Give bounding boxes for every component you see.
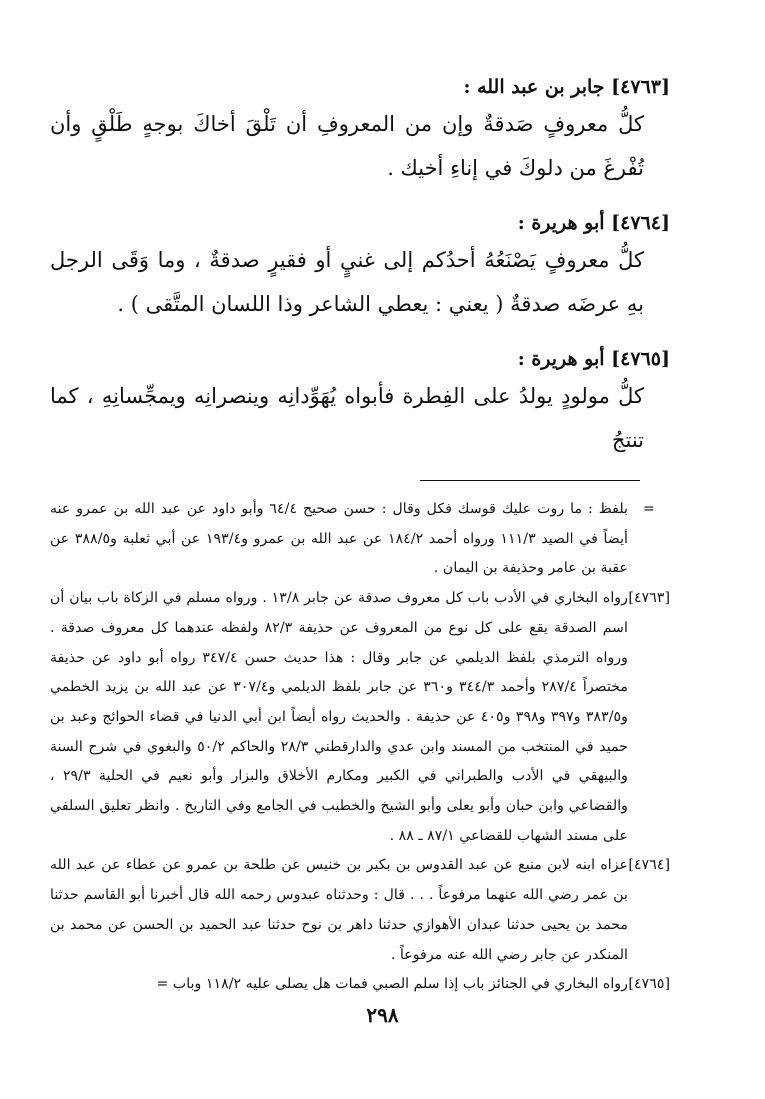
footnote-marker: [٤٧٦٤]: [628, 857, 670, 874]
page-number: ٢٩٨: [366, 1003, 399, 1027]
footnote-text: رواه البخاري في الجنائز باب إذا سلم الصبي فمات هل يصلى عليه ١١٨/٢ وباب =: [156, 976, 628, 993]
entry-heading: [٤٧٦٥] أبو هريرة :: [517, 348, 670, 370]
book-page: [50, 72, 670, 1000]
footnote-4764: [50, 851, 670, 970]
entry-heading: [٤٧٦٤] أبو هريرة :: [517, 212, 670, 234]
footnote-marker: [٤٧٦٣]: [628, 590, 670, 607]
footnote-marker: [٤٧٦٥]: [628, 976, 670, 993]
footnote-4763: [50, 584, 670, 851]
footnote-continuation: [50, 495, 670, 584]
hadith-text: كلُّ مولودٍ يولدُ على الفِطرة فأبواه يُهَوِّدانِه وينصرانِه ويمجِّسانِهِ ، كما تنتجُ: [50, 384, 644, 452]
footnotes-section: [50, 495, 670, 1000]
hadith-text: كلُّ معروفٍ يَصْنَعُهُ أحدُكم إلى غنيٍ أو فقيرٍ صدقةٌ ، وما وَقَى الرجل بهِ عرضَه صدقةٌ ( يعني : يعطي الشاعر وذا اللسان المتَّقى ) .: [50, 248, 644, 316]
footnote-text: بلفظ : ما روت عليك قوسك فكل وقال : حسن صحيح ٦٤/٤ وأبو داود عن عبد الله بن عمرو عنه أيضاً في الصيد ١١١/٣ ورواه أحمد ١٨٤/٢ عن عبد الله بن عمرو و١٩٣/٤ عن أبي ثعلبة و٣٨٨/٥ عن عقبة بن عامر وحذيفة بن اليمان .: [50, 501, 629, 577]
footnote-marker: =: [643, 501, 655, 517]
footnote-separator: [420, 480, 640, 481]
footnote-text: رواه البخاري في الأدب باب كل معروف صدقة عن جابر ١٣/٨ . ورواه مسلم في الزكاة باب بيان أن اسم الصدقة يقع على كل نوع من المعروف عن حذيفة ٨٢/٣ ولفظه عندهما كل معروف صدقة . ورواه الترمذي بلفظ الديلمي عن جابر وقال : هذا حديث حسن ٣٤٧/٤ رواه أبو داود عن حذيفة مختصراً ٢٨٧/٤ وأحمد ٣٤٤/٣ و٣٦٠ عن جابر بلفظ الديلمي و٣٠٧/٤ عن عبد الله بن يزيد الخطمي و٣٨٣/٥ و٣٩٧ و٣٩٨ و٤٠٥ عن حذيفة . والحديث رواه أيضاً ابن أبي الدنيا في قضاء الحوائج وعبد بن حميد في المنتخب من المسند وابن عدي والدارقطني ٢٨/٣ والحاكم ٥٠/٢ والبغوي في شرح السنة والبيهقي في الأدب والطبراني في الكبير ومكارم الأخلاق والبزار وأبو نعيم في الحلية ٢٩/٣ ، والقضاعي وابن حبان وأبو يعلى وأبو الشيخ والخطيب في الجامع وفي التاريخ . وانظر تعليق السلفي على مسند الشهاب للقضاعي ٨٧/١ ـ ٨٨ .: [50, 590, 629, 844]
footnote-4765: [50, 970, 670, 1000]
hadith-entry-4764: [50, 208, 670, 326]
hadith-text: كلُّ معروفٍ صَدقةٌ وإن من المعروفِ أن تَلْقَ أخاكَ بوجهٍ طَلْقٍ وأن تُفْرغَ من دلوكَ في إناءِ أخيك .: [50, 112, 644, 180]
footnote-text: عزاه ابنه لابن منيع عن عبد القدوس بن بكير بن خنيس عن طلحة بن عمرو عن عطاء عن عبد الله بن عمر رضي الله عنهما مرفوعاً . . . قال : وحدثناه عبدوس رحمه الله قال أخبرنا أبو القاسم حدثنا محمد بن يحيى حدثنا عبدان الأهوازي حدثنا داهر بن نوح حدثنا عبد الحميد بن الحسن عن محمد بن المنكدر عن جابر رضي الله عنه مرفوعاً .: [50, 857, 628, 963]
hadith-entry-4763: [50, 72, 670, 190]
hadith-entry-4765: [50, 344, 670, 462]
entry-heading: [٤٧٦٣] جابر بن عبد الله :: [463, 76, 670, 98]
